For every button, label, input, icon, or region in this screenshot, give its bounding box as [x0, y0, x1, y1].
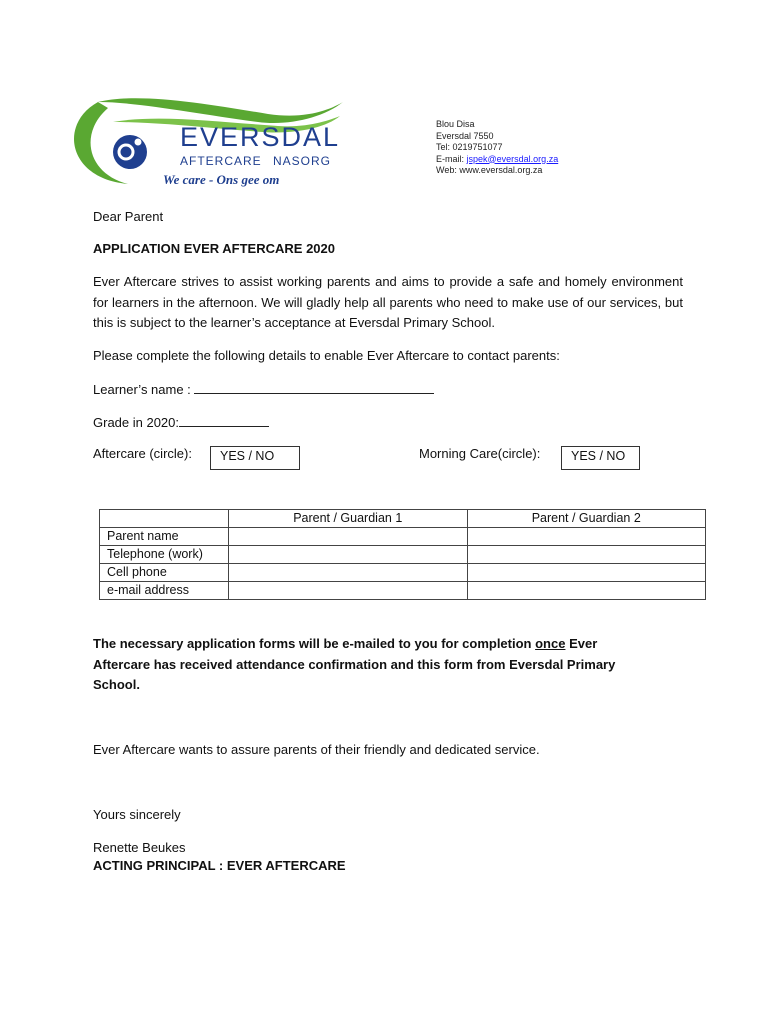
- logo-name: EVERSDAL: [180, 122, 341, 152]
- guardian-2-cell[interactable]: [467, 528, 706, 546]
- grade-label: Grade in 2020:: [93, 415, 180, 430]
- signatory-name: Renette Beukes: [93, 840, 186, 855]
- notice-paragraph: [93, 634, 653, 696]
- table-header-guardian-1: Parent / Guardian 1: [229, 510, 468, 528]
- table-header-row: [100, 510, 706, 528]
- email-line: [436, 154, 558, 166]
- website: Web: www.eversdal.org.za: [436, 165, 543, 175]
- guardian-1-cell[interactable]: [229, 528, 468, 546]
- guardian-2-cell[interactable]: [467, 582, 706, 600]
- logo-sub-right: NASORG: [273, 154, 332, 168]
- parent-guardian-table: [99, 509, 706, 600]
- email-link[interactable]: jspek@eversdal.org.za: [466, 153, 559, 164]
- telephone: Tel: 0219751077: [436, 142, 503, 152]
- row-label: Cell phone: [100, 564, 229, 582]
- guardian-2-cell[interactable]: [467, 546, 706, 564]
- eversdal-logo: [68, 94, 348, 190]
- address-line-2: Eversdal 7550: [436, 130, 494, 141]
- aftercare-yes-no[interactable]: YES / NO: [210, 446, 300, 470]
- table-row: [100, 528, 706, 546]
- guardian-1-cell[interactable]: [229, 546, 468, 564]
- logo-sub-left: AFTERCARE: [180, 154, 262, 168]
- logo-slogan: We care - Ons gee om: [163, 172, 280, 187]
- notice-underlined: once: [535, 636, 566, 651]
- assurance: Ever Aftercare wants to assure parents of their friendly and dedicated service.: [93, 742, 540, 757]
- table-header-guardian-2: Parent / Guardian 2: [467, 510, 706, 528]
- guardian-1-cell[interactable]: [229, 564, 468, 582]
- table-header-empty: [100, 510, 229, 528]
- learner-name-row: [93, 379, 434, 401]
- grade-row: [93, 412, 269, 434]
- table-row: [100, 564, 706, 582]
- intro-paragraph: Ever Aftercare strives to assist working parents and aims to provide a safe and homely environment for learners in the afternoon. We will gladly help all parents who need to make use of our services, but this is subject to the learner’s acceptance at Eversdal Primary School.: [93, 274, 683, 330]
- notice-part-2: Ever Aftercare has received attendance confirmation and this form from Eversdal Primary School.: [93, 636, 616, 692]
- email-label: E-mail:: [436, 153, 467, 164]
- letter-title: APPLICATION EVER AFTERCARE 2020: [93, 241, 335, 256]
- morning-care-yes-no[interactable]: YES / NO: [561, 446, 640, 470]
- row-label: Telephone (work): [100, 546, 229, 564]
- grade-field[interactable]: [179, 412, 269, 427]
- closing: Yours sincerely: [93, 807, 181, 822]
- guardian-2-cell[interactable]: [467, 564, 706, 582]
- notice-part-1: The necessary application forms will be e-mailed to you for completion: [93, 636, 536, 651]
- learner-name-label: Learner’s name :: [93, 382, 191, 397]
- table-row: [100, 546, 706, 564]
- aftercare-label: Aftercare (circle):: [93, 446, 192, 461]
- row-label: e-mail address: [100, 582, 229, 600]
- guardian-1-cell[interactable]: [229, 582, 468, 600]
- greeting: Dear Parent: [93, 209, 164, 224]
- signatory-title: ACTING PRINCIPAL : EVER AFTERCARE: [93, 858, 346, 873]
- table-row: [100, 582, 706, 600]
- morning-care-label: Morning Care(circle):: [419, 446, 541, 461]
- instruction: Please complete the following details to enable Ever Aftercare to contact parents:: [93, 348, 560, 363]
- contact-block: [436, 119, 558, 177]
- learner-name-field[interactable]: [194, 379, 434, 394]
- row-label: Parent name: [100, 528, 229, 546]
- address-line-1: Blou Disa: [436, 119, 475, 129]
